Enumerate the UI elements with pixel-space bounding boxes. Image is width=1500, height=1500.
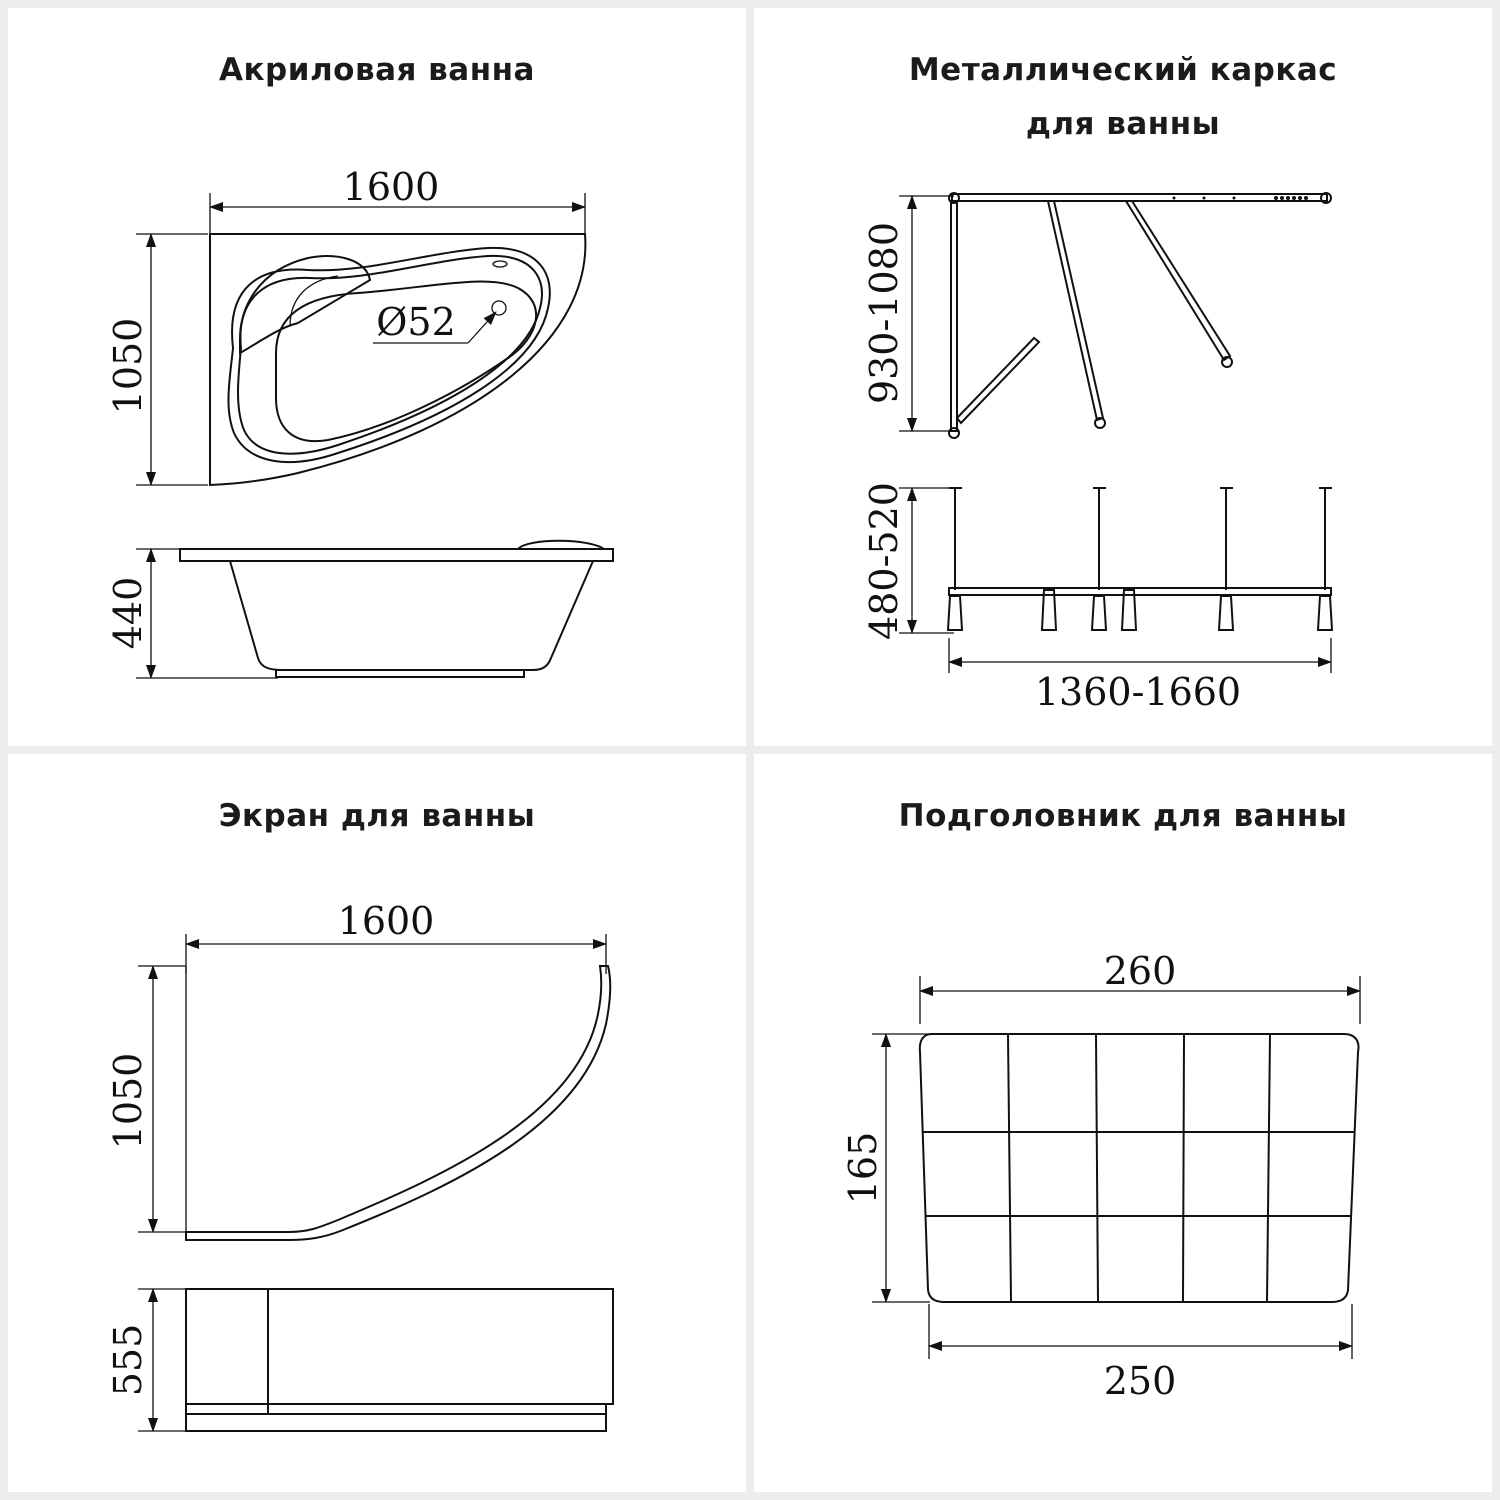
bath-drawing xyxy=(8,8,746,746)
frame-bottom-rail xyxy=(949,588,1331,595)
bath-top-outline xyxy=(210,234,585,485)
height-label: 440 xyxy=(106,576,150,650)
panel-title: Акриловая ванна xyxy=(219,52,535,88)
frame-legs xyxy=(949,488,1332,590)
drain-label: Ø52 xyxy=(376,300,456,344)
headrest-drawing xyxy=(754,754,1492,1492)
depth-label: 1050 xyxy=(106,317,150,415)
panel-acrylic-bath xyxy=(8,8,746,746)
frame-diagonal-strut-1 xyxy=(957,338,1039,423)
bath-side-headrest xyxy=(518,541,604,549)
frame-diagonal-strut-3 xyxy=(1126,201,1230,360)
screen-height-label: 555 xyxy=(106,1323,150,1397)
leg-height-label: 480-520 xyxy=(862,482,906,640)
screen-top-outline xyxy=(186,966,610,1240)
frame-rail-holes xyxy=(1173,196,1309,200)
frame-left-post xyxy=(951,201,957,431)
bath-side-body xyxy=(230,561,593,670)
panel-title: Экран для ванны xyxy=(218,798,536,834)
panel-title-line1: Металлический каркас xyxy=(908,52,1338,88)
panel-headrest xyxy=(754,754,1492,1492)
height-label: 165 xyxy=(841,1131,885,1205)
frame-drawing xyxy=(754,8,1492,746)
panel-title-line2: для ванны xyxy=(1025,106,1221,142)
screen-front-panel xyxy=(186,1289,613,1414)
frame-diagonal-strut-2 xyxy=(1048,201,1103,420)
frame-height-label: 930-1080 xyxy=(862,221,906,405)
panel-metal-frame xyxy=(754,8,1492,746)
screen-width-label: 1600 xyxy=(337,899,435,943)
panel-title: Подголовник для ванны xyxy=(898,798,1348,834)
width-label: 1600 xyxy=(342,165,440,209)
headrest-grid xyxy=(923,1035,1355,1301)
screen-drawing xyxy=(8,754,746,1492)
bath-side-rim xyxy=(180,549,613,561)
headrest-body xyxy=(920,1034,1359,1302)
bath-side-base xyxy=(276,670,524,677)
screen-depth-label: 1050 xyxy=(106,1052,150,1150)
drain-hole xyxy=(492,301,506,315)
bath-rim-inner xyxy=(238,256,542,454)
screen-base xyxy=(186,1414,606,1431)
overflow-hole xyxy=(493,261,507,267)
bottom-width-label: 250 xyxy=(1103,1359,1177,1403)
frame-top-rail xyxy=(952,194,1327,201)
panel-bath-screen xyxy=(8,754,746,1492)
top-width-label: 260 xyxy=(1103,949,1177,993)
frame-length-label: 1360-1660 xyxy=(1034,670,1242,714)
